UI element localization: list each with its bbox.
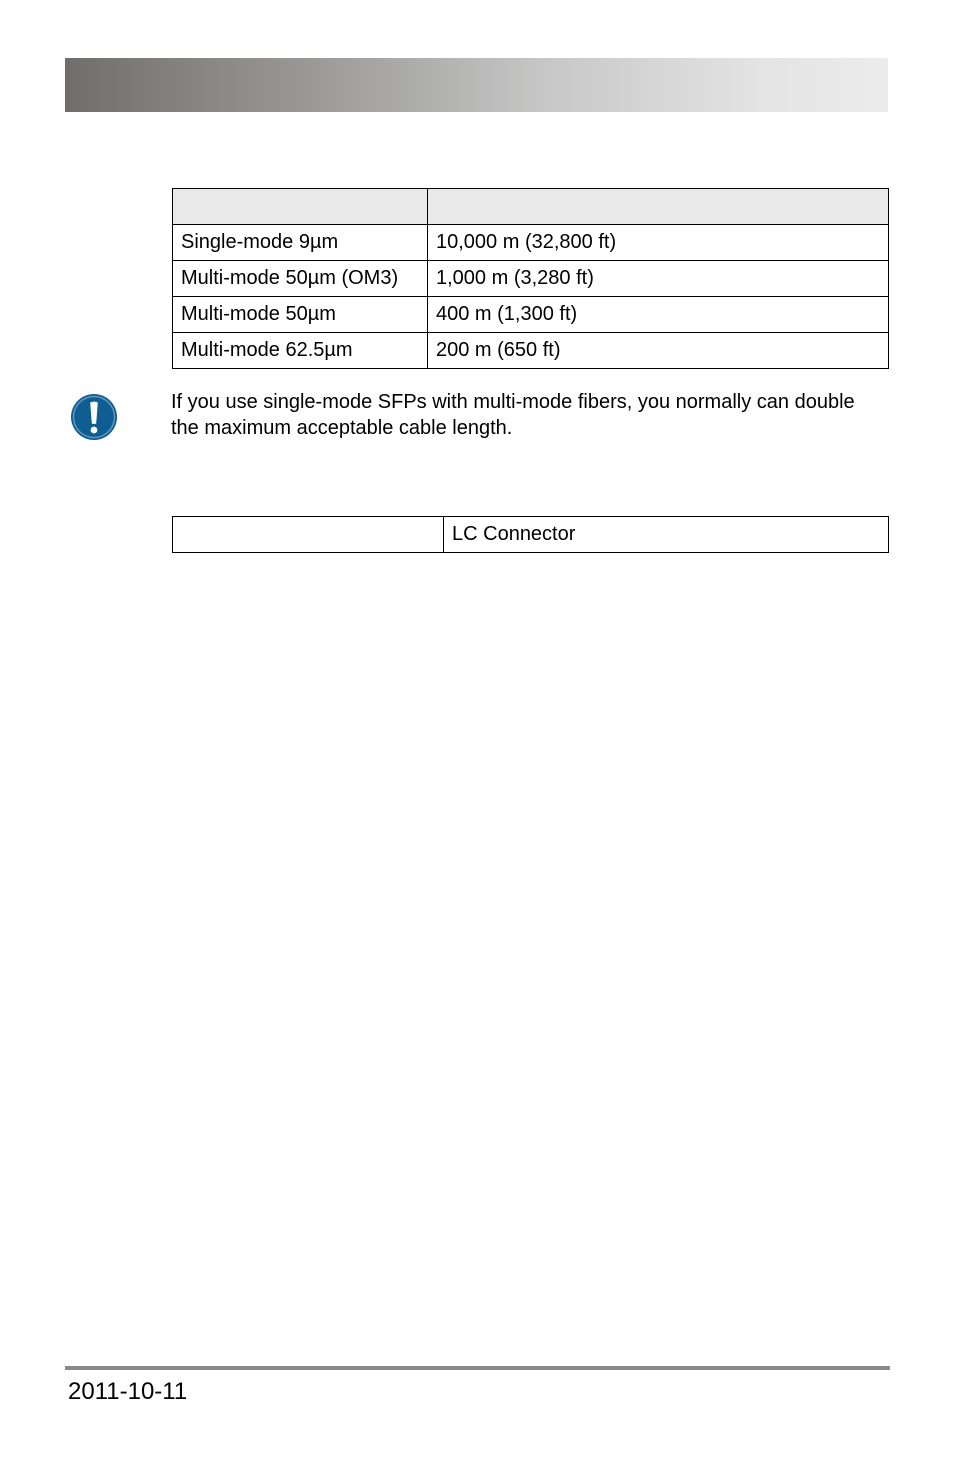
footer-date: 2011-10-11 <box>68 1378 188 1405</box>
fiber-type-cell: Multi-mode 50µm (OM3) <box>173 261 428 297</box>
max-length-cell: 400 m (1,300 ft) <box>428 297 889 333</box>
header-band <box>65 58 888 112</box>
fiber-type-cell: Single-mode 9µm <box>173 225 428 261</box>
fiber-type-cell: Multi-mode 50µm <box>173 297 428 333</box>
max-length-cell: 10,000 m (32,800 ft) <box>428 225 889 261</box>
table-row <box>173 261 889 297</box>
connector-value-cell: LC Connector <box>444 517 889 553</box>
table-header-row <box>173 189 889 225</box>
footer-divider <box>65 1366 890 1370</box>
note-text: If you use single-mode SFPs with multi-mode fibers, you normally can double the maximum acceptable cable length. <box>171 391 855 439</box>
header-cell-fiber-type <box>173 189 428 225</box>
table-row <box>173 333 889 369</box>
exclamation-icon <box>70 393 118 441</box>
max-length-cell: 1,000 m (3,280 ft) <box>428 261 889 297</box>
cable-length-table <box>172 188 889 369</box>
fiber-type-cell: Multi-mode 62.5µm <box>173 333 428 369</box>
max-length-cell: 200 m (650 ft) <box>428 333 889 369</box>
connector-table <box>172 516 889 553</box>
connector-label-cell <box>173 517 444 553</box>
table-row <box>173 225 889 261</box>
header-cell-max-length <box>428 189 889 225</box>
table-row <box>173 517 889 553</box>
table-row <box>173 297 889 333</box>
